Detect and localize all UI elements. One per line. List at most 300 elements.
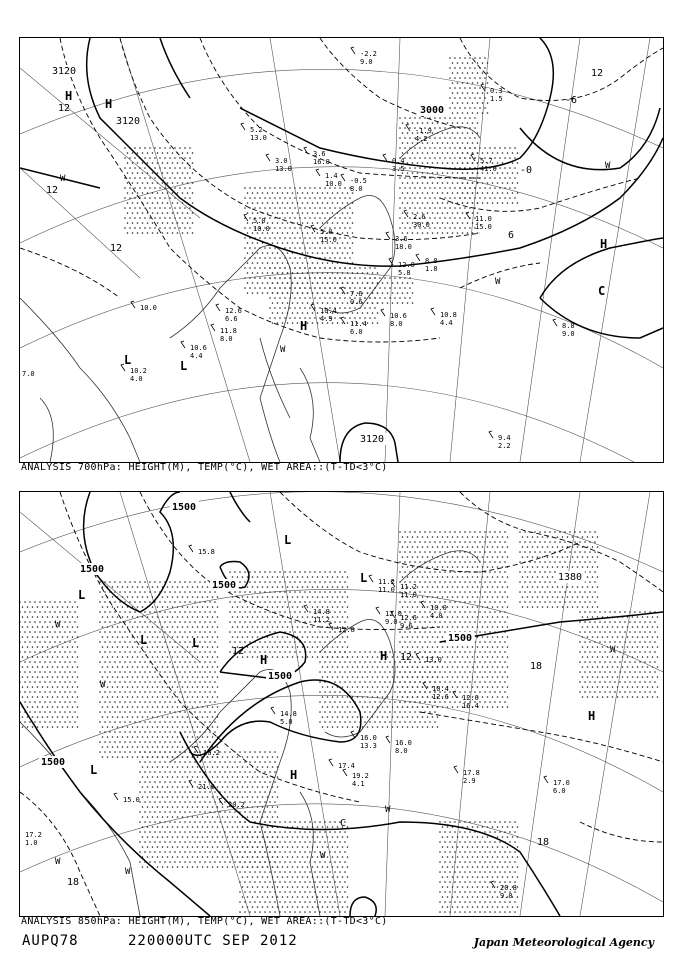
wet-area-dot bbox=[224, 811, 226, 813]
wet-area-dot bbox=[127, 596, 129, 598]
wet-area-dot bbox=[147, 182, 149, 184]
wet-area-dot bbox=[337, 666, 339, 668]
wet-area-dot bbox=[249, 257, 251, 259]
wet-area-dot bbox=[402, 282, 404, 284]
wet-area-dot bbox=[247, 212, 249, 214]
wet-area-dot bbox=[309, 601, 311, 603]
wet-area-dot bbox=[502, 172, 504, 174]
wet-area-dot bbox=[407, 676, 409, 678]
wet-area-dot bbox=[282, 212, 284, 214]
wet-area-dot bbox=[267, 282, 269, 284]
wet-area-dot bbox=[339, 671, 341, 673]
wet-area-dot bbox=[119, 621, 121, 623]
wet-area-dot bbox=[304, 197, 306, 199]
wet-area-dot bbox=[54, 641, 56, 643]
wet-area-dot bbox=[434, 681, 436, 683]
wet-area-dot bbox=[149, 591, 151, 593]
wet-area-dot bbox=[307, 646, 309, 648]
wet-area-dot bbox=[462, 606, 464, 608]
wet-area-dot bbox=[284, 621, 286, 623]
wet-area-dot bbox=[372, 272, 374, 274]
wet-area-dot bbox=[329, 267, 331, 269]
wet-area-dot bbox=[159, 167, 161, 169]
wet-area-dot bbox=[324, 247, 326, 249]
wet-area-dot bbox=[212, 646, 214, 648]
wet-area-dot bbox=[284, 217, 286, 219]
wet-area-dot bbox=[164, 861, 166, 863]
wet-area-dot bbox=[147, 856, 149, 858]
wind-barb bbox=[386, 232, 390, 239]
wet-area-dot bbox=[317, 656, 319, 658]
wet-area-dot bbox=[297, 656, 299, 658]
wet-area-dot bbox=[154, 147, 156, 149]
wet-area-dot bbox=[187, 766, 189, 768]
wet-area-dot bbox=[244, 611, 246, 613]
wind-symbol: W bbox=[280, 345, 286, 355]
wet-area-dot bbox=[277, 232, 279, 234]
wet-area-dot bbox=[319, 267, 321, 269]
wet-area-dot bbox=[169, 761, 171, 763]
wet-area-dot bbox=[47, 626, 49, 628]
wet-area-dot bbox=[399, 277, 401, 279]
wet-area-dot bbox=[204, 641, 206, 643]
wet-area-dot bbox=[322, 202, 324, 204]
wet-area-dot bbox=[472, 222, 474, 224]
wet-area-dot bbox=[122, 596, 124, 598]
wet-area-dot bbox=[49, 701, 51, 703]
wet-area-dot bbox=[272, 816, 274, 818]
wet-area-dot bbox=[247, 756, 249, 758]
wet-area-dot bbox=[427, 182, 429, 184]
wet-area-dot bbox=[157, 706, 159, 708]
wet-area-dot bbox=[182, 746, 184, 748]
wet-area-dot bbox=[332, 212, 334, 214]
wet-area-dot bbox=[372, 666, 374, 668]
wet-area-dot bbox=[174, 601, 176, 603]
wet-area-dot bbox=[169, 841, 171, 843]
wet-area-dot bbox=[154, 781, 156, 783]
wet-area-dot bbox=[482, 192, 484, 194]
wet-area-dot bbox=[417, 596, 419, 598]
wet-area-dot bbox=[209, 841, 211, 843]
wet-area-dot bbox=[454, 147, 456, 149]
wet-area-dot bbox=[192, 856, 194, 858]
wet-area-dot bbox=[172, 586, 174, 588]
wet-area-dot bbox=[382, 706, 384, 708]
station-temperature: 11.8 bbox=[220, 327, 237, 335]
station-temperature: 2.6 bbox=[413, 213, 426, 221]
wet-area-dot bbox=[212, 606, 214, 608]
wet-area-dot bbox=[342, 716, 344, 718]
wet-area-dot bbox=[167, 836, 169, 838]
wet-area-dot bbox=[127, 586, 129, 588]
wet-area-dot bbox=[159, 187, 161, 189]
wet-area-dot bbox=[464, 197, 466, 199]
wet-area-dot bbox=[467, 202, 469, 204]
wet-area-dot bbox=[147, 626, 149, 628]
wet-area-dot bbox=[137, 182, 139, 184]
wet-area-dot bbox=[414, 117, 416, 119]
wet-area-dot bbox=[189, 771, 191, 773]
wet-area-dot bbox=[407, 536, 409, 538]
wet-area-dot bbox=[434, 651, 436, 653]
wet-area-dot bbox=[294, 611, 296, 613]
wet-area-dot bbox=[439, 681, 441, 683]
wet-area-dot bbox=[177, 736, 179, 738]
wet-area-dot bbox=[52, 706, 54, 708]
wet-area-dot bbox=[317, 596, 319, 598]
wet-area-dot bbox=[202, 716, 204, 718]
wet-area-dot bbox=[484, 107, 486, 109]
wet-area-dot bbox=[324, 591, 326, 593]
wet-area-dot bbox=[447, 232, 449, 234]
wet-area-dot bbox=[119, 701, 121, 703]
wet-area-dot bbox=[504, 147, 506, 149]
wet-area-dot bbox=[174, 157, 176, 159]
wet-area-dot bbox=[214, 821, 216, 823]
isotherms bbox=[20, 38, 663, 342]
wet-area-dot bbox=[319, 297, 321, 299]
wet-area-dot bbox=[142, 776, 144, 778]
wet-area-dot bbox=[347, 212, 349, 214]
wet-area-dot bbox=[154, 841, 156, 843]
wet-area-dot bbox=[322, 656, 324, 658]
wet-area-dot bbox=[432, 556, 434, 558]
wet-area-dot bbox=[187, 616, 189, 618]
wet-area-dot bbox=[204, 741, 206, 743]
wet-area-dot bbox=[194, 651, 196, 653]
wet-area-dot bbox=[149, 197, 151, 199]
station-temperature: 10.8 bbox=[440, 311, 457, 319]
wet-area-dot bbox=[399, 561, 401, 563]
wet-area-dot bbox=[307, 586, 309, 588]
wet-area-dot bbox=[434, 701, 436, 703]
wet-area-dot bbox=[112, 586, 114, 588]
wet-area-dot bbox=[337, 202, 339, 204]
wet-area-dot bbox=[227, 826, 229, 828]
wet-area-dot bbox=[212, 766, 214, 768]
wet-area-dot bbox=[467, 232, 469, 234]
wet-area-dot bbox=[112, 746, 114, 748]
wet-area-dot bbox=[99, 671, 101, 673]
wet-area-dot bbox=[62, 686, 64, 688]
wet-area-dot bbox=[149, 711, 151, 713]
wet-area-dot bbox=[447, 162, 449, 164]
wet-area-dot bbox=[292, 302, 294, 304]
wet-area-dot bbox=[172, 152, 174, 154]
wet-area-dot bbox=[427, 122, 429, 124]
wet-area-dot bbox=[192, 192, 194, 194]
wet-area-dot bbox=[124, 721, 126, 723]
wet-area-dot bbox=[424, 651, 426, 653]
wet-area-dot bbox=[417, 232, 419, 234]
wet-area-dot bbox=[464, 67, 466, 69]
wet-area-dot bbox=[449, 67, 451, 69]
wet-area-dot bbox=[414, 671, 416, 673]
wet-area-dot bbox=[177, 846, 179, 848]
wet-area-dot bbox=[234, 571, 236, 573]
wet-area-dot bbox=[409, 561, 411, 563]
wet-area-dot bbox=[244, 571, 246, 573]
wet-area-dot bbox=[429, 711, 431, 713]
wet-area-dot bbox=[337, 676, 339, 678]
wet-area-dot bbox=[434, 147, 436, 149]
wet-area-dot bbox=[327, 272, 329, 274]
wet-area-dot bbox=[324, 651, 326, 653]
wet-area-dot bbox=[379, 681, 381, 683]
wet-area-dot bbox=[162, 596, 164, 598]
wet-area-dot bbox=[329, 641, 331, 643]
wet-area-dot bbox=[444, 217, 446, 219]
wet-area-dot bbox=[287, 596, 289, 598]
wet-area-dot bbox=[139, 621, 141, 623]
wet-area-dot bbox=[202, 856, 204, 858]
wet-area-dot bbox=[212, 596, 214, 598]
wet-area-dot bbox=[269, 621, 271, 623]
wet-area-dot bbox=[267, 786, 269, 788]
wet-area-dot bbox=[132, 716, 134, 718]
wet-area-dot bbox=[24, 691, 26, 693]
wet-area-dot bbox=[359, 651, 361, 653]
wet-area-dot bbox=[144, 167, 146, 169]
wet-area-dot bbox=[339, 611, 341, 613]
wet-area-dot bbox=[462, 122, 464, 124]
wet-area-dot bbox=[259, 581, 261, 583]
wet-area-dot bbox=[192, 866, 194, 868]
wet-area-dot bbox=[422, 656, 424, 658]
wet-area-dot bbox=[152, 616, 154, 618]
wet-area-dot bbox=[369, 287, 371, 289]
wet-area-dot bbox=[189, 197, 191, 199]
wet-area-dot bbox=[459, 117, 461, 119]
wet-area-dot bbox=[449, 601, 451, 603]
wet-area-dot bbox=[77, 676, 79, 678]
wet-area-dot bbox=[452, 132, 454, 134]
wet-area-dot bbox=[259, 631, 261, 633]
wet-area-dot bbox=[332, 302, 334, 304]
wet-area-dot bbox=[194, 621, 196, 623]
station-temperature: 10.6 bbox=[190, 344, 207, 352]
wet-area-dot bbox=[324, 297, 326, 299]
wet-area-dot bbox=[322, 282, 324, 284]
wet-area-dot bbox=[214, 621, 216, 623]
wet-area-dot bbox=[474, 117, 476, 119]
wet-area-dot bbox=[439, 117, 441, 119]
wet-area-dot bbox=[347, 706, 349, 708]
wet-area-dot bbox=[467, 62, 469, 64]
wet-area-dot bbox=[434, 177, 436, 179]
station-plot bbox=[216, 304, 242, 323]
wet-area-dot bbox=[339, 307, 341, 309]
wet-area-dot bbox=[407, 172, 409, 174]
wet-area-dot bbox=[217, 806, 219, 808]
wet-area-dot bbox=[174, 821, 176, 823]
wet-area-dot bbox=[77, 636, 79, 638]
wet-area-dot bbox=[342, 192, 344, 194]
wet-area-dot bbox=[32, 686, 34, 688]
wind-barb bbox=[489, 431, 493, 438]
station-temperature: 3.6 bbox=[395, 235, 408, 243]
wet-area-dot bbox=[192, 202, 194, 204]
wet-area-dot bbox=[279, 611, 281, 613]
wet-area-dot bbox=[157, 666, 159, 668]
station-plot bbox=[241, 123, 267, 142]
wet-area-dot bbox=[137, 616, 139, 618]
wet-area-dot bbox=[132, 746, 134, 748]
wet-area-dot bbox=[332, 636, 334, 638]
wet-area-dot bbox=[162, 866, 164, 868]
wet-area-dot bbox=[394, 681, 396, 683]
wet-area-dot bbox=[109, 651, 111, 653]
wet-area-dot bbox=[269, 641, 271, 643]
wet-area-dot bbox=[212, 676, 214, 678]
wet-area-dot bbox=[444, 571, 446, 573]
wet-area-dot bbox=[152, 222, 154, 224]
wet-area-dot bbox=[462, 676, 464, 678]
wet-area-dot bbox=[429, 641, 431, 643]
wet-area-dot bbox=[179, 671, 181, 673]
wet-area-dot bbox=[314, 237, 316, 239]
wet-area-dot bbox=[369, 661, 371, 663]
wet-area-dot bbox=[152, 596, 154, 598]
wet-area-dot bbox=[497, 192, 499, 194]
wet-area-dot bbox=[334, 651, 336, 653]
wet-area-dot bbox=[262, 282, 264, 284]
wet-area-dot bbox=[267, 776, 269, 778]
wet-area-dot bbox=[169, 591, 171, 593]
wet-area-dot bbox=[144, 731, 146, 733]
wet-area-dot bbox=[482, 82, 484, 84]
station-dewpoint-depression: 13.0 bbox=[275, 165, 292, 173]
wet-area-dot bbox=[262, 292, 264, 294]
wet-area-dot bbox=[227, 816, 229, 818]
wet-area-dot bbox=[199, 731, 201, 733]
wet-area-dot bbox=[337, 252, 339, 254]
wet-area-dot bbox=[479, 147, 481, 149]
wet-area-dot bbox=[334, 267, 336, 269]
wet-area-dot bbox=[77, 726, 79, 728]
wet-area-dot bbox=[159, 147, 161, 149]
wet-area-dot bbox=[177, 202, 179, 204]
wet-area-dot bbox=[414, 177, 416, 179]
wet-area-dot bbox=[202, 626, 204, 628]
wet-area-dot bbox=[214, 831, 216, 833]
wet-area-dot bbox=[299, 217, 301, 219]
wet-area-dot bbox=[149, 621, 151, 623]
wet-area-dot bbox=[454, 611, 456, 613]
wet-area-dot bbox=[452, 152, 454, 154]
wet-area-dot bbox=[162, 816, 164, 818]
wet-area-dot bbox=[124, 741, 126, 743]
wet-area-dot bbox=[407, 302, 409, 304]
wet-area-dot bbox=[514, 197, 516, 199]
wet-area-dot bbox=[144, 791, 146, 793]
wet-area-dot bbox=[322, 676, 324, 678]
wet-area-dot bbox=[179, 741, 181, 743]
wet-area-dot bbox=[172, 786, 174, 788]
wet-area-dot bbox=[139, 601, 141, 603]
wet-area-dot bbox=[499, 187, 501, 189]
wet-area-dot bbox=[129, 681, 131, 683]
wet-area-dot bbox=[129, 751, 131, 753]
wet-area-dot bbox=[77, 666, 79, 668]
wet-area-dot bbox=[237, 626, 239, 628]
wet-area-dot bbox=[299, 307, 301, 309]
wet-area-dot bbox=[127, 202, 129, 204]
wet-area-dot bbox=[204, 581, 206, 583]
wet-area-dot bbox=[184, 591, 186, 593]
wet-area-dot bbox=[399, 711, 401, 713]
wet-area-dot bbox=[189, 791, 191, 793]
wet-area-dot bbox=[334, 641, 336, 643]
wet-area-dot bbox=[142, 162, 144, 164]
wet-area-dot bbox=[402, 202, 404, 204]
wet-area-dot bbox=[269, 197, 271, 199]
wet-area-dot bbox=[162, 212, 164, 214]
wet-area-dot bbox=[342, 636, 344, 638]
wet-area-dot bbox=[264, 187, 266, 189]
wet-area-dot bbox=[129, 217, 131, 219]
wet-area-dot bbox=[239, 771, 241, 773]
station-dewpoint-depression: 41.0 bbox=[480, 165, 497, 173]
wet-area-dot bbox=[192, 586, 194, 588]
wet-area-dot bbox=[67, 706, 69, 708]
station-temperature: 9.4 bbox=[498, 434, 511, 442]
wet-area-dot bbox=[424, 167, 426, 169]
wet-area-dot bbox=[232, 626, 234, 628]
wet-area-dot bbox=[194, 731, 196, 733]
wet-area-dot bbox=[132, 586, 134, 588]
wet-area-dot bbox=[312, 322, 314, 324]
wet-area-dot bbox=[57, 706, 59, 708]
wet-area-dot bbox=[362, 666, 364, 668]
wet-area-dot bbox=[212, 826, 214, 828]
wet-area-dot bbox=[269, 237, 271, 239]
wet-area-dot bbox=[364, 277, 366, 279]
wet-area-dot bbox=[37, 616, 39, 618]
wet-area-dot bbox=[184, 177, 186, 179]
wet-area-dot bbox=[227, 786, 229, 788]
wet-area-dot bbox=[517, 162, 519, 164]
wet-area-dot bbox=[509, 167, 511, 169]
wet-area-dot bbox=[404, 551, 406, 553]
wet-area-dot bbox=[172, 696, 174, 698]
wet-area-dot bbox=[207, 676, 209, 678]
wet-area-dot bbox=[489, 147, 491, 149]
wet-area-dot bbox=[349, 711, 351, 713]
wind-barb bbox=[416, 254, 420, 261]
wet-area-dot bbox=[142, 586, 144, 588]
wet-area-dot bbox=[412, 576, 414, 578]
wet-area-dot bbox=[417, 122, 419, 124]
wet-area-dot bbox=[262, 192, 264, 194]
wet-area-dot bbox=[257, 272, 259, 274]
wet-area-dot bbox=[424, 601, 426, 603]
wet-area-dot bbox=[309, 207, 311, 209]
wet-area-dot bbox=[249, 287, 251, 289]
wet-area-dot bbox=[159, 611, 161, 613]
wet-area-dot bbox=[57, 606, 59, 608]
wet-area-dot bbox=[407, 222, 409, 224]
wet-area-dot bbox=[467, 596, 469, 598]
wet-area-dot bbox=[267, 616, 269, 618]
wet-area-dot bbox=[502, 162, 504, 164]
wet-area-dot bbox=[314, 631, 316, 633]
wet-area-dot bbox=[222, 846, 224, 848]
wet-area-dot bbox=[309, 581, 311, 583]
wet-area-dot bbox=[194, 681, 196, 683]
wet-area-dot bbox=[57, 696, 59, 698]
